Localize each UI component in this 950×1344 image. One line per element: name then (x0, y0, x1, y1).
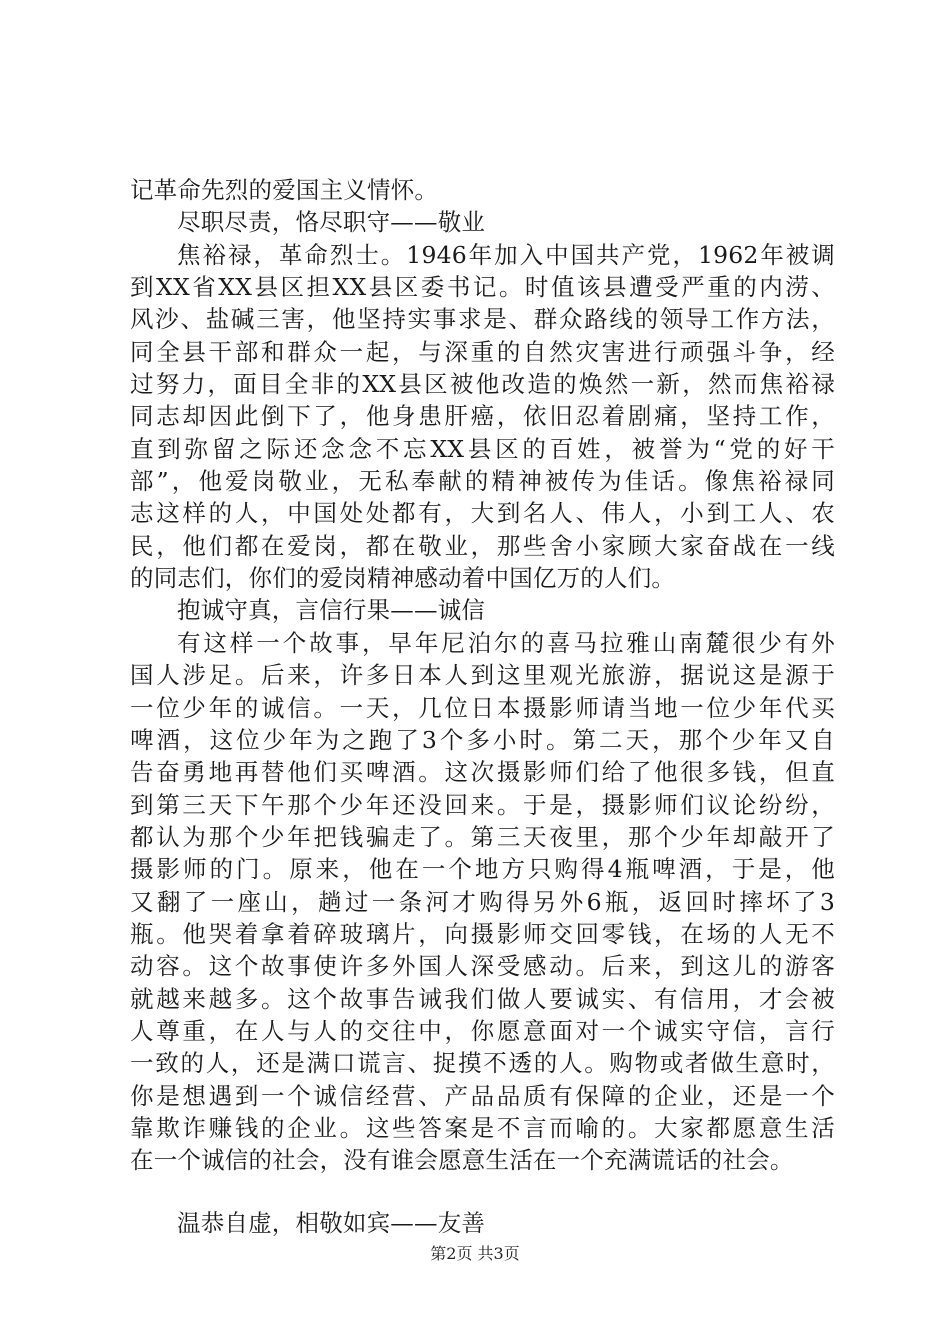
section-heading: 温恭自虚，相敬如宾——友善 (177, 1208, 486, 1237)
text-line: 靠欺诈赚钱的企业。这些答案是不言而喻的。大家都愿意生活 (130, 1113, 835, 1142)
text-line: 同志却因此倒下了，他身患肝癌，依旧忍着剧痛，坚持工作， (130, 402, 835, 431)
text-line: 抱诚守真，言信行果——诚信 (177, 596, 486, 625)
text-line: 过努力，面目全非的XX县区被他改造的焕然一新，然而焦裕禄 (130, 370, 835, 399)
text-line: 又翻了一座山，趟过一条河才购得另外6瓶，返回时摔坏了3 (130, 887, 835, 916)
text-line: 国人涉足。后来，许多日本人到这里观光旅游，据说这是源于 (130, 661, 835, 690)
text-line: 尽职尽责，恪尽职守——敬业 (177, 208, 486, 237)
text-line: 同全县干部和群众一起，与深重的自然灾害进行顽强斗争，经 (130, 337, 835, 366)
text-line: 的同志们，你们的爱岗精神感动着中国亿万的人们。 (130, 564, 676, 593)
text-line: 一位少年的诚信。一天，几位日本摄影师请当地一位少年代买 (130, 693, 835, 722)
text-line: 部”，他爱岗敬业，无私奉献的精神被传为佳话。像焦裕禄同 (130, 467, 835, 496)
page-footer: 第2页 共3页 (430, 1244, 520, 1263)
text-line: 都认为那个少年把钱骗走了。第三天夜里，那个少年却敲开了 (130, 822, 835, 851)
text-line: 啤酒，这位少年为之跑了3个多小时。第二天，那个少年又自 (130, 725, 835, 754)
text-line: 焦裕禄，革命烈士。1946年加入中国共产党，1962年被调 (177, 240, 835, 269)
text-line: 就越来越多。这个故事告诫我们做人要诚实、有信用，才会被 (130, 984, 835, 1013)
text-line: 在一个诚信的社会，没有谁会愿意生活在一个充满谎话的社会。 (130, 1146, 794, 1175)
text-line: 风沙、盐碱三害，他坚持实事求是、群众路线的领导工作方法， (130, 305, 835, 334)
text-line: 有这样一个故事，早年尼泊尔的喜马拉雅山南麓很少有外 (177, 628, 835, 657)
text-line: 人尊重，在人与人的交往中，你愿意面对一个诚实守信，言行 (130, 1016, 835, 1045)
text-line: 瓶。他哭着拿着碎玻璃片，向摄影师交回零钱，在场的人无不 (130, 919, 835, 948)
text-line: 一致的人，还是满口谎言、捉摸不透的人。购物或者做生意时， (130, 1049, 835, 1078)
text-line: 动容。这个故事使许多外国人深受感动。后来，到这儿的游客 (130, 952, 835, 981)
paragraph-gap (130, 1177, 835, 1207)
text-line: 到第三天下午那个少年还没回来。于是，摄影师们议论纷纷， (130, 790, 835, 819)
text-line: 民，他们都在爱岗，都在敬业，那些舍小家顾大家奋战在一线 (130, 531, 835, 560)
document-body (130, 174, 835, 1239)
text-line: 告奋勇地再替他们买啤酒。这次摄影师们给了他很多钱，但直 (130, 758, 835, 787)
text-line: 摄影师的门。原来，他在一个地方只购得4瓶啤酒，于是，他 (130, 855, 835, 884)
text-line: 到XX省XX县区担XX县区委书记。时值该县遭受严重的内涝、 (130, 273, 835, 302)
text-line: 你是想遇到一个诚信经营、产品品质有保障的企业，还是一个 (130, 1081, 835, 1110)
text-line: 记革命先烈的爱国主义情怀。 (130, 176, 439, 204)
text-line: 直到弥留之际还念念不忘XX县区的百姓，被誉为“党的好干 (130, 434, 835, 463)
text-line: 志这样的人，中国处处都有，大到名人、伟人，小到工人、农 (130, 499, 835, 528)
